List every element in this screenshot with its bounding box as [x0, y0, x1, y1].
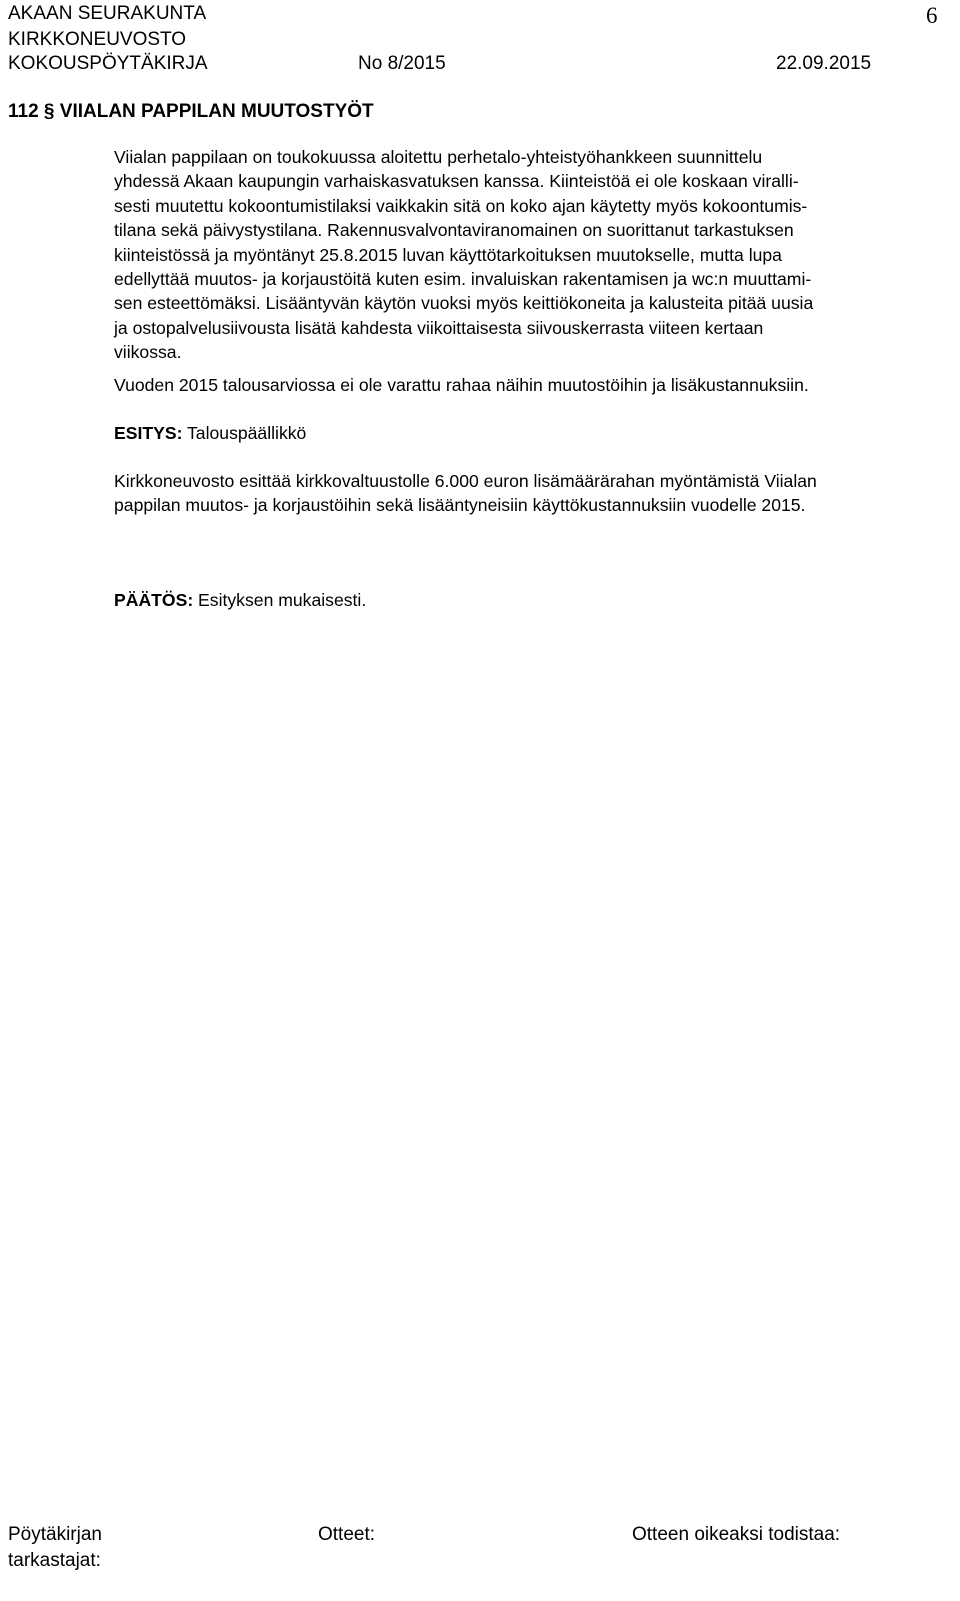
paragraph-line: kiinteistössä ja myöntänyt 25.8.2015 luvan käyttötarkoituksen muutokselle, mutta lupa	[114, 244, 782, 265]
header-body: KIRKKONEUVOSTO	[8, 29, 187, 50]
paragraph-line: sesti muutettu kokoontumistilaksi vaikkakin sitä on koko ajan käytetty myös kokoontumis-	[114, 195, 808, 216]
paragraph-line: Vuoden 2015 talousarviossa ei ole varattu rahaa näihin muutostöihin ja lisäkustannuksiin.	[114, 375, 809, 395]
paragraph-line: ja ostopalvelusiivousta lisätä kahdesta viikoittaisesta siivouskerrasta viiteen kertaan	[114, 317, 764, 338]
paragraph-proposal	[114, 469, 944, 518]
decision-line	[114, 588, 366, 612]
section-title: 112 § VIIALAN PAPPILAN MUUTOSTYÖT	[8, 101, 374, 122]
footer-reviewers: Pöytäkirjan tarkastajat:	[8, 1524, 102, 1571]
paragraph-line: Kirkkoneuvosto esittää kirkkovaltuustolle 6.000 euron lisämäärärahan myöntämistä Viialan	[114, 471, 817, 491]
paragraph-line: yhdessä Akaan kaupungin varhaiskasvatuksen kanssa. Kiinteistöä ei ole koskaan viralli-	[114, 171, 799, 192]
proposal-presenter: Talouspäällikkö	[182, 423, 307, 443]
footer-certified: Otteen oikeaksi todistaa:	[632, 1524, 841, 1545]
footer-extracts: Otteet:	[318, 1524, 376, 1545]
proposal-line	[114, 421, 944, 445]
header-organization: AKAAN SEURAKUNTA	[8, 3, 207, 24]
header-document-type: KOKOUSPÖYTÄKIRJA	[8, 53, 208, 74]
page-number: 6	[926, 3, 938, 28]
signature-footer	[8, 1522, 952, 1592]
header-date: 22.09.2015	[776, 53, 872, 74]
proposal-label: ESITYS:	[114, 423, 183, 443]
decision-label: PÄÄTÖS:	[114, 590, 194, 610]
paragraph-line: edellyttää muutos- ja korjaustöitä kuten esim. invaluiskan rakentamisen ja wc:n muuttami-	[114, 269, 812, 290]
header-meta-row	[8, 52, 872, 76]
paragraph-background	[114, 145, 944, 365]
paragraph-line: sen esteettömäksi. Lisääntyvän käytön vuoksi myös keittiökoneita ja kalusteita pitää uusia	[114, 293, 814, 314]
paragraph-line: pappilan muutos- ja korjaustöihin sekä lisääntyneisiin käyttökustannuksiin vuodelle 2015.	[114, 495, 806, 516]
decision-text: Esityksen mukaisesti.	[193, 590, 367, 610]
header-number: No 8/2015	[358, 53, 446, 74]
paragraph-line: Viialan pappilaan on toukokuussa aloitettu perhetalo-yhteistyöhankkeen suunnittelu	[114, 147, 763, 167]
paragraph-line: tilana sekä päivystystilana. Rakennusvalvontaviranomainen on suorittanut tarkastuksen	[114, 220, 794, 241]
paragraph-budget	[114, 373, 944, 397]
paragraph-line: viikossa.	[114, 342, 182, 363]
